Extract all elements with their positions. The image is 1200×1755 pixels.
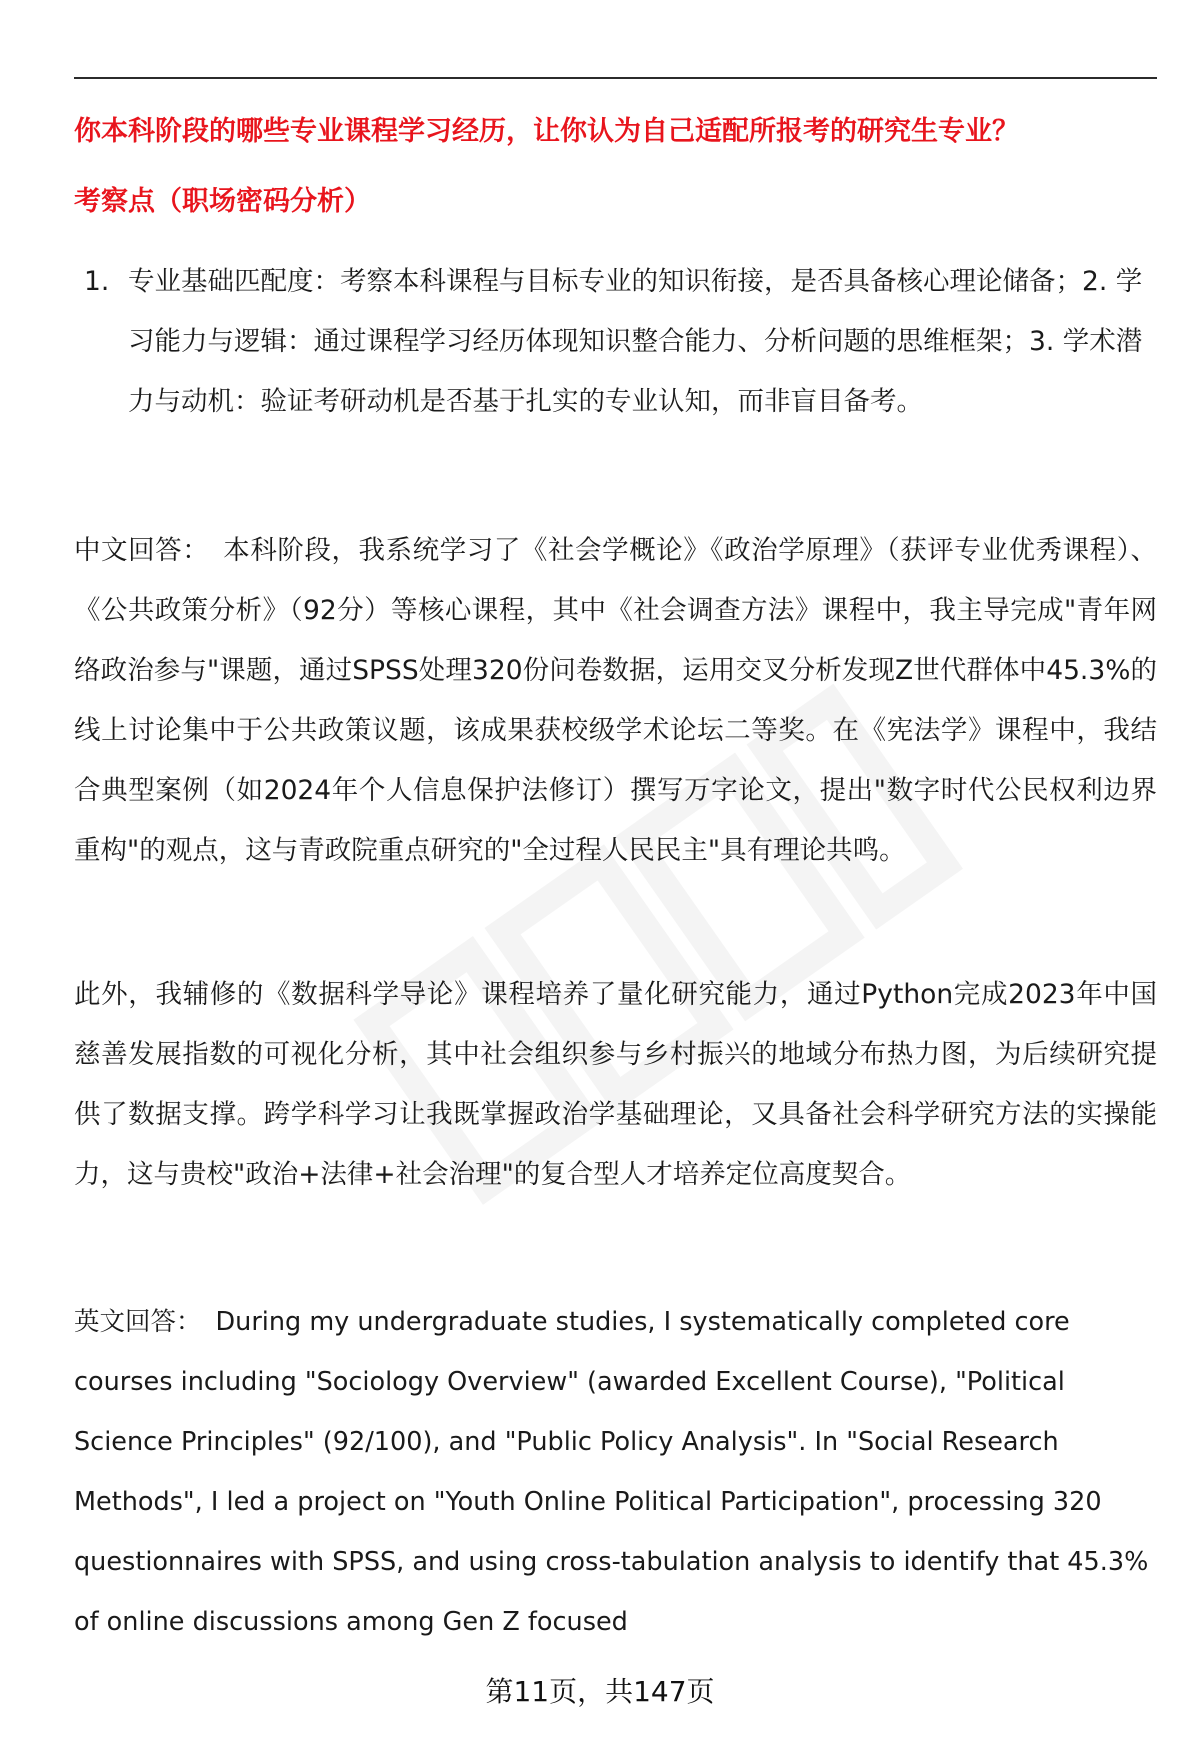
top-divider [74, 77, 1157, 79]
analysis-points-heading: 考察点（职场密码分析） [74, 186, 371, 217]
analysis-points-text: 专业基础匹配度：考察本科课程与目标专业的知识衔接，是否具备核心理论储备；2. 学习能力与逻辑：通过课程学习经历体现知识整合能力、分析问题的思维框架；3. 学术潜力与动机：验证考研动机是否基于扎实的专业认知，而非盲目备考。 [128, 266, 1143, 417]
page-number-footer: 第11页，共147页 [485, 1675, 715, 1708]
chinese-answer-label: 中文回答： [74, 535, 210, 566]
chinese-answer-paragraph-2: 此外，我辅修的《数据科学导论》课程培养了量化研究能力，通过Python完成2023年中国慈善发展指数的可视化分析，其中社会组织参与乡村振兴的地域分布热力图，为后续研究提供了数据支撑。跨学科学习让我既掌握政治学基础理论，又具备社会科学研究方法的实操能力，这与贵校"政治+法律+社会治理"的复合型人才培养定位高度契合。 [74, 979, 1157, 1190]
question-heading: 你本科阶段的哪些专业课程学习经历，让你认为自己适配所报考的研究生专业？ [74, 116, 1019, 147]
document-page [74, 0, 1157, 1755]
chinese-answer-paragraph-1 [74, 521, 1157, 881]
analysis-points-list [84, 252, 1157, 432]
chinese-answer-text-1: 本科阶段，我系统学习了《社会学概论》《政治学原理》（获评专业优秀课程）、《公共政策分析》（92分）等核心课程，其中《社会调查方法》课程中，我主导完成"青年网络政治参与"课题，通过SPSS处理320份问卷数据，运用交叉分析发现Z世代群体中45.3%的线上讨论集中于公共政策议题，该成果获校级学术论坛二等奖。在《宪法学》课程中，我结合典型案例（如2024年个人信息保护法修订）撰写万字论文，提出"数字时代公民权利边界重构"的观点，这与青政院重点研究的"全过程人民民主"具有理论共鸣。 [74, 535, 1157, 866]
english-answer-paragraph [74, 1292, 1157, 1652]
english-answer-label: 英文回答： [74, 1307, 202, 1337]
english-answer-text: During my undergraduate studies, I systematically completed core courses including "Sociology Overview" (awarded Excellent Course), "Political Science Principles" (92/100), and "Public Policy Analysis". In "Social Research Methods", I led a project on "Youth Online Political Participation", processing 320 questionnaires with SPSS, and using cross-tabulation analysis to identify that 45.3% of online discussions among Gen Z focused [74, 1307, 1149, 1637]
list-number: 1. [84, 266, 110, 297]
